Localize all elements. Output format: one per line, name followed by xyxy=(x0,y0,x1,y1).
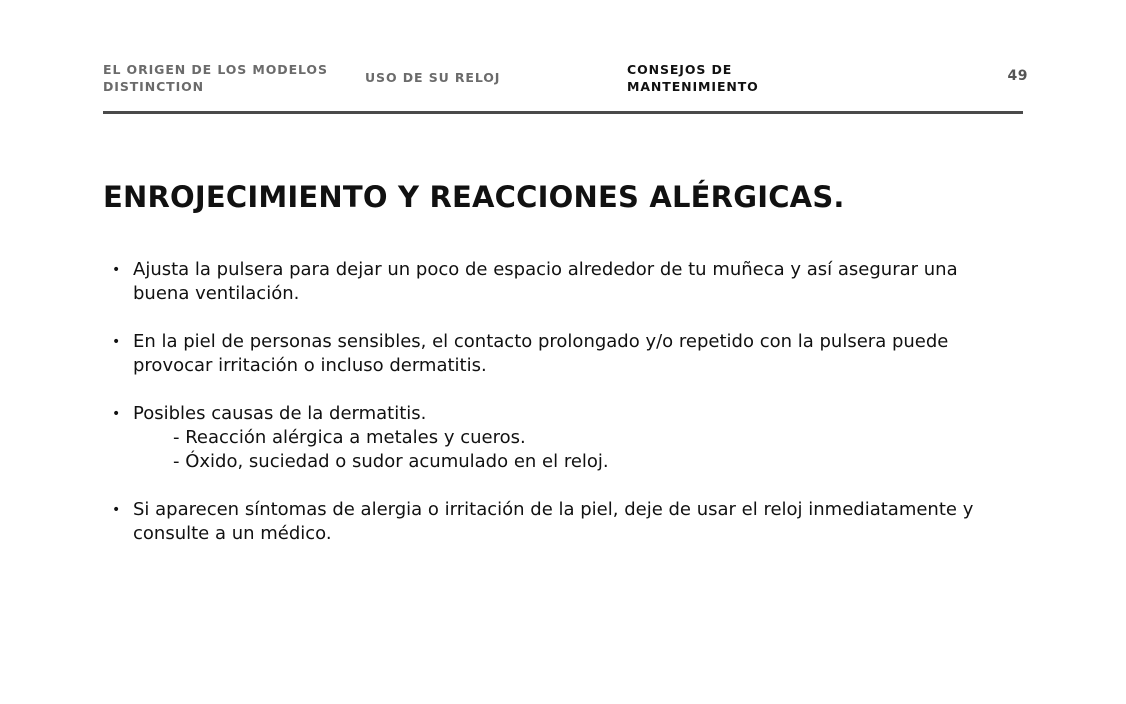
sub-item: - Óxido, suciedad o sudor acumulado en el reloj. xyxy=(173,451,609,472)
list-item xyxy=(112,258,1012,306)
header-divider xyxy=(103,111,1023,114)
nav-item-origen[interactable]: EL ORIGEN DE LOS MODELOS DISTINCTION xyxy=(103,62,328,94)
bullet-text: Si aparecen síntomas de alergia o irritación de la piel, deje de usar el reloj inmediatamente y consulte a un médico. xyxy=(133,499,974,544)
bullet-icon: • xyxy=(112,406,121,422)
bullet-text: Posibles causas de la dermatitis. xyxy=(133,403,427,424)
nav-item-consejos[interactable]: CONSEJOS DE MANTENIMIENTO xyxy=(627,62,759,94)
bullet-icon: • xyxy=(112,262,121,278)
bullet-text: Ajusta la pulsera para dejar un poco de espacio alrededor de tu muñeca y así asegurar una buena ventilación. xyxy=(133,259,958,304)
list-item xyxy=(112,402,1012,474)
list-item xyxy=(112,330,1012,378)
bullet-text: En la piel de personas sensibles, el contacto prolongado y/o repetido con la pulsera puede provocar irritación o incluso dermatitis. xyxy=(133,331,949,376)
page-number: 49 xyxy=(1007,68,1028,84)
sub-item: - Reacción alérgica a metales y cueros. xyxy=(173,427,526,448)
bullet-list xyxy=(112,258,1012,570)
header-nav xyxy=(103,60,1028,100)
page-title: ENROJECIMIENTO Y REACCIONES ALÉRGICAS. xyxy=(103,180,845,214)
list-item xyxy=(112,498,1012,546)
bullet-icon: • xyxy=(112,502,121,518)
bullet-icon: • xyxy=(112,334,121,350)
nav-item-uso[interactable]: USO DE SU RELOJ xyxy=(365,70,501,85)
